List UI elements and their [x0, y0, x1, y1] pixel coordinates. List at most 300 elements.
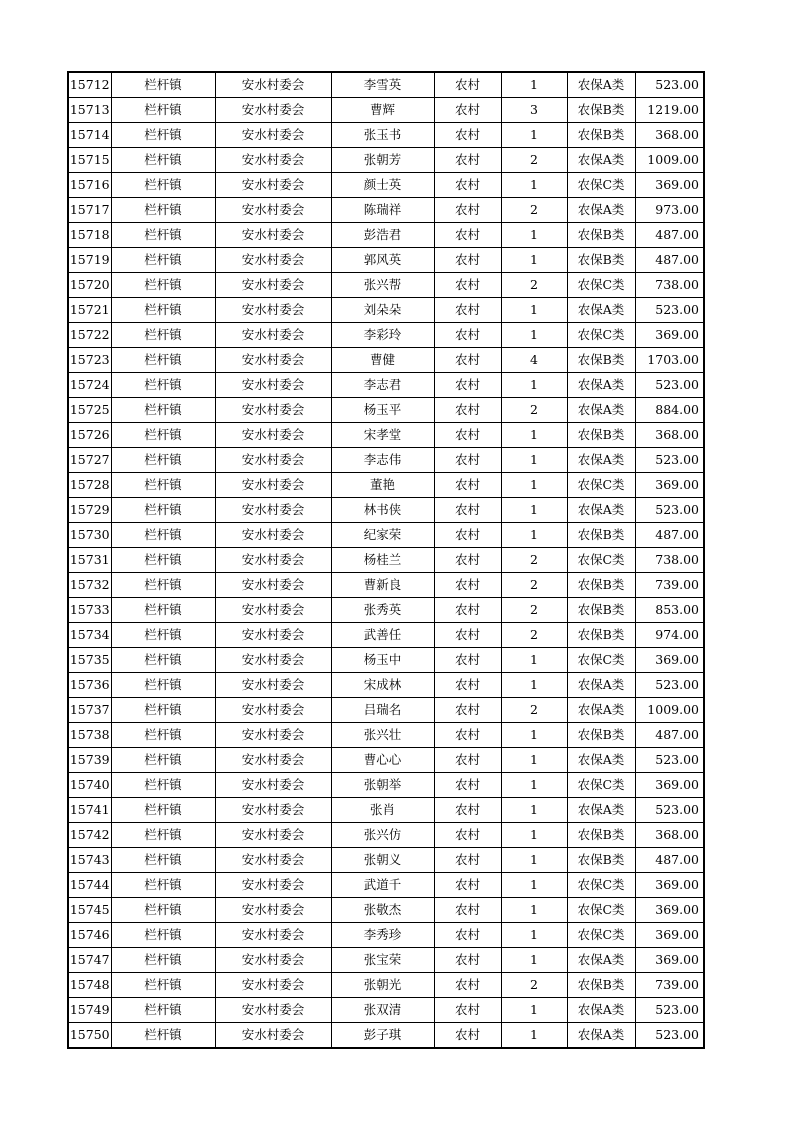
- village-cell: 安水村委会: [215, 723, 331, 748]
- record-id-cell: 15729: [68, 498, 111, 523]
- town-cell: 栏杆镇: [111, 398, 215, 423]
- record-id-cell: 15725: [68, 398, 111, 423]
- amount-cell: 523.00: [635, 798, 704, 823]
- amount-cell: 369.00: [635, 473, 704, 498]
- name-cell: 曹辉: [331, 98, 434, 123]
- household-count-cell: 1: [501, 123, 567, 148]
- amount-cell: 369.00: [635, 898, 704, 923]
- insurance-class-cell: 农保B类: [567, 248, 635, 273]
- household-count-cell: 2: [501, 398, 567, 423]
- table-row: [68, 948, 704, 973]
- household-count-cell: 3: [501, 98, 567, 123]
- amount-cell: 523.00: [635, 1023, 704, 1049]
- table-row: [68, 973, 704, 998]
- table-row: [68, 298, 704, 323]
- table-row: [68, 773, 704, 798]
- insurance-class-cell: 农保B类: [567, 723, 635, 748]
- amount-cell: 523.00: [635, 448, 704, 473]
- insurance-class-cell: 农保B类: [567, 223, 635, 248]
- household-count-cell: 1: [501, 423, 567, 448]
- insurance-class-cell: 农保A类: [567, 72, 635, 98]
- name-cell: 曹心心: [331, 748, 434, 773]
- area-type-cell: 农村: [434, 473, 501, 498]
- amount-cell: 523.00: [635, 72, 704, 98]
- village-cell: 安水村委会: [215, 473, 331, 498]
- village-cell: 安水村委会: [215, 823, 331, 848]
- insurance-class-cell: 农保A类: [567, 148, 635, 173]
- insurance-class-cell: 农保A类: [567, 673, 635, 698]
- insurance-class-cell: 农保B类: [567, 423, 635, 448]
- town-cell: 栏杆镇: [111, 148, 215, 173]
- insurance-class-cell: 农保A类: [567, 948, 635, 973]
- name-cell: 张朝光: [331, 973, 434, 998]
- record-id-cell: 15739: [68, 748, 111, 773]
- town-cell: 栏杆镇: [111, 998, 215, 1023]
- record-id-cell: 15720: [68, 273, 111, 298]
- amount-cell: 487.00: [635, 723, 704, 748]
- town-cell: 栏杆镇: [111, 298, 215, 323]
- name-cell: 张双清: [331, 998, 434, 1023]
- household-count-cell: 1: [501, 748, 567, 773]
- household-count-cell: 1: [501, 848, 567, 873]
- amount-cell: 1009.00: [635, 698, 704, 723]
- record-id-cell: 15724: [68, 373, 111, 398]
- household-count-cell: 1: [501, 673, 567, 698]
- amount-cell: 369.00: [635, 773, 704, 798]
- name-cell: 李雪英: [331, 72, 434, 98]
- insurance-class-cell: 农保C类: [567, 473, 635, 498]
- village-cell: 安水村委会: [215, 123, 331, 148]
- area-type-cell: 农村: [434, 998, 501, 1023]
- area-type-cell: 农村: [434, 648, 501, 673]
- table-row: [68, 198, 704, 223]
- amount-cell: 368.00: [635, 823, 704, 848]
- area-type-cell: 农村: [434, 198, 501, 223]
- insurance-class-cell: 农保C类: [567, 648, 635, 673]
- roster-table: [67, 71, 705, 1049]
- village-cell: 安水村委会: [215, 223, 331, 248]
- amount-cell: 487.00: [635, 523, 704, 548]
- name-cell: 张朝义: [331, 848, 434, 873]
- village-cell: 安水村委会: [215, 623, 331, 648]
- village-cell: 安水村委会: [215, 798, 331, 823]
- household-count-cell: 1: [501, 72, 567, 98]
- record-id-cell: 15718: [68, 223, 111, 248]
- insurance-class-cell: 农保B类: [567, 848, 635, 873]
- household-count-cell: 1: [501, 898, 567, 923]
- name-cell: 李志君: [331, 373, 434, 398]
- table-row: [68, 523, 704, 548]
- area-type-cell: 农村: [434, 398, 501, 423]
- village-cell: 安水村委会: [215, 948, 331, 973]
- table-row: [68, 798, 704, 823]
- area-type-cell: 农村: [434, 623, 501, 648]
- town-cell: 栏杆镇: [111, 773, 215, 798]
- village-cell: 安水村委会: [215, 648, 331, 673]
- area-type-cell: 农村: [434, 698, 501, 723]
- town-cell: 栏杆镇: [111, 223, 215, 248]
- insurance-class-cell: 农保A类: [567, 698, 635, 723]
- household-count-cell: 1: [501, 173, 567, 198]
- town-cell: 栏杆镇: [111, 248, 215, 273]
- village-cell: 安水村委会: [215, 673, 331, 698]
- table-row: [68, 748, 704, 773]
- town-cell: 栏杆镇: [111, 648, 215, 673]
- area-type-cell: 农村: [434, 148, 501, 173]
- area-type-cell: 农村: [434, 873, 501, 898]
- amount-cell: 973.00: [635, 198, 704, 223]
- household-count-cell: 2: [501, 548, 567, 573]
- amount-cell: 368.00: [635, 423, 704, 448]
- insurance-class-cell: 农保A类: [567, 198, 635, 223]
- area-type-cell: 农村: [434, 898, 501, 923]
- table-row: [68, 498, 704, 523]
- village-cell: 安水村委会: [215, 598, 331, 623]
- town-cell: 栏杆镇: [111, 573, 215, 598]
- table-row: [68, 923, 704, 948]
- record-id-cell: 15737: [68, 698, 111, 723]
- record-id-cell: 15743: [68, 848, 111, 873]
- area-type-cell: 农村: [434, 573, 501, 598]
- amount-cell: 738.00: [635, 548, 704, 573]
- town-cell: 栏杆镇: [111, 348, 215, 373]
- amount-cell: 974.00: [635, 623, 704, 648]
- household-count-cell: 1: [501, 373, 567, 398]
- town-cell: 栏杆镇: [111, 473, 215, 498]
- town-cell: 栏杆镇: [111, 848, 215, 873]
- table-row: [68, 673, 704, 698]
- household-count-cell: 1: [501, 248, 567, 273]
- record-id-cell: 15713: [68, 98, 111, 123]
- table-row: [68, 848, 704, 873]
- name-cell: 张肖: [331, 798, 434, 823]
- area-type-cell: 农村: [434, 548, 501, 573]
- village-cell: 安水村委会: [215, 548, 331, 573]
- name-cell: 武道千: [331, 873, 434, 898]
- table-row: [68, 473, 704, 498]
- household-count-cell: 1: [501, 473, 567, 498]
- amount-cell: 1219.00: [635, 98, 704, 123]
- insurance-class-cell: 农保C类: [567, 273, 635, 298]
- area-type-cell: 农村: [434, 72, 501, 98]
- record-id-cell: 15735: [68, 648, 111, 673]
- area-type-cell: 农村: [434, 748, 501, 773]
- amount-cell: 523.00: [635, 673, 704, 698]
- name-cell: 宋成林: [331, 673, 434, 698]
- insurance-class-cell: 农保C类: [567, 898, 635, 923]
- record-id-cell: 15717: [68, 198, 111, 223]
- village-cell: 安水村委会: [215, 273, 331, 298]
- household-count-cell: 2: [501, 148, 567, 173]
- town-cell: 栏杆镇: [111, 1023, 215, 1049]
- amount-cell: 523.00: [635, 298, 704, 323]
- area-type-cell: 农村: [434, 98, 501, 123]
- record-id-cell: 15728: [68, 473, 111, 498]
- town-cell: 栏杆镇: [111, 973, 215, 998]
- table-row: [68, 623, 704, 648]
- area-type-cell: 农村: [434, 823, 501, 848]
- town-cell: 栏杆镇: [111, 673, 215, 698]
- table-row: [68, 123, 704, 148]
- household-count-cell: 2: [501, 698, 567, 723]
- record-id-cell: 15714: [68, 123, 111, 148]
- name-cell: 杨桂兰: [331, 548, 434, 573]
- name-cell: 张玉书: [331, 123, 434, 148]
- area-type-cell: 农村: [434, 973, 501, 998]
- village-cell: 安水村委会: [215, 448, 331, 473]
- record-id-cell: 15750: [68, 1023, 111, 1049]
- table-row: [68, 573, 704, 598]
- household-count-cell: 2: [501, 973, 567, 998]
- record-id-cell: 15727: [68, 448, 111, 473]
- record-id-cell: 15736: [68, 673, 111, 698]
- household-count-cell: 1: [501, 798, 567, 823]
- insurance-class-cell: 农保A类: [567, 798, 635, 823]
- amount-cell: 523.00: [635, 748, 704, 773]
- name-cell: 刘朵朵: [331, 298, 434, 323]
- record-id-cell: 15719: [68, 248, 111, 273]
- town-cell: 栏杆镇: [111, 98, 215, 123]
- name-cell: 曹新良: [331, 573, 434, 598]
- household-count-cell: 1: [501, 998, 567, 1023]
- area-type-cell: 农村: [434, 423, 501, 448]
- record-id-cell: 15716: [68, 173, 111, 198]
- household-count-cell: 2: [501, 273, 567, 298]
- town-cell: 栏杆镇: [111, 798, 215, 823]
- record-id-cell: 15746: [68, 923, 111, 948]
- record-id-cell: 15747: [68, 948, 111, 973]
- table-row: [68, 173, 704, 198]
- amount-cell: 523.00: [635, 998, 704, 1023]
- insurance-class-cell: 农保A类: [567, 398, 635, 423]
- area-type-cell: 农村: [434, 598, 501, 623]
- household-count-cell: 2: [501, 598, 567, 623]
- name-cell: 杨玉平: [331, 398, 434, 423]
- area-type-cell: 农村: [434, 1023, 501, 1049]
- area-type-cell: 农村: [434, 373, 501, 398]
- name-cell: 曹健: [331, 348, 434, 373]
- amount-cell: 523.00: [635, 498, 704, 523]
- village-cell: 安水村委会: [215, 923, 331, 948]
- amount-cell: 369.00: [635, 323, 704, 348]
- area-type-cell: 农村: [434, 948, 501, 973]
- name-cell: 董艳: [331, 473, 434, 498]
- record-id-cell: 15732: [68, 573, 111, 598]
- table-row: [68, 223, 704, 248]
- name-cell: 陈瑞祥: [331, 198, 434, 223]
- table-row: [68, 148, 704, 173]
- amount-cell: 487.00: [635, 223, 704, 248]
- table-row: [68, 348, 704, 373]
- document-sheet: [67, 71, 705, 1049]
- village-cell: 安水村委会: [215, 398, 331, 423]
- village-cell: 安水村委会: [215, 248, 331, 273]
- household-count-cell: 1: [501, 1023, 567, 1049]
- table-row: [68, 873, 704, 898]
- household-count-cell: 1: [501, 948, 567, 973]
- area-type-cell: 农村: [434, 173, 501, 198]
- amount-cell: 884.00: [635, 398, 704, 423]
- name-cell: 张兴壮: [331, 723, 434, 748]
- name-cell: 李彩玲: [331, 323, 434, 348]
- area-type-cell: 农村: [434, 498, 501, 523]
- record-id-cell: 15733: [68, 598, 111, 623]
- household-count-cell: 1: [501, 873, 567, 898]
- village-cell: 安水村委会: [215, 748, 331, 773]
- area-type-cell: 农村: [434, 223, 501, 248]
- insurance-class-cell: 农保C类: [567, 773, 635, 798]
- insurance-class-cell: 农保A类: [567, 373, 635, 398]
- table-row: [68, 1023, 704, 1049]
- household-count-cell: 2: [501, 573, 567, 598]
- village-cell: 安水村委会: [215, 898, 331, 923]
- town-cell: 栏杆镇: [111, 698, 215, 723]
- town-cell: 栏杆镇: [111, 873, 215, 898]
- area-type-cell: 农村: [434, 323, 501, 348]
- name-cell: 林书侠: [331, 498, 434, 523]
- name-cell: 吕瑞名: [331, 698, 434, 723]
- insurance-class-cell: 农保B类: [567, 973, 635, 998]
- record-id-cell: 15748: [68, 973, 111, 998]
- record-id-cell: 15741: [68, 798, 111, 823]
- town-cell: 栏杆镇: [111, 923, 215, 948]
- town-cell: 栏杆镇: [111, 723, 215, 748]
- village-cell: 安水村委会: [215, 72, 331, 98]
- name-cell: 颜士英: [331, 173, 434, 198]
- name-cell: 纪家荣: [331, 523, 434, 548]
- household-count-cell: 1: [501, 298, 567, 323]
- household-count-cell: 1: [501, 523, 567, 548]
- record-id-cell: 15749: [68, 998, 111, 1023]
- record-id-cell: 15731: [68, 548, 111, 573]
- amount-cell: 1009.00: [635, 148, 704, 173]
- name-cell: 张朝芳: [331, 148, 434, 173]
- name-cell: 彭浩君: [331, 223, 434, 248]
- town-cell: 栏杆镇: [111, 623, 215, 648]
- insurance-class-cell: 农保A类: [567, 1023, 635, 1049]
- insurance-class-cell: 农保A类: [567, 298, 635, 323]
- insurance-class-cell: 农保C类: [567, 873, 635, 898]
- name-cell: 彭子琪: [331, 1023, 434, 1049]
- insurance-class-cell: 农保C类: [567, 923, 635, 948]
- village-cell: 安水村委会: [215, 98, 331, 123]
- amount-cell: 369.00: [635, 648, 704, 673]
- insurance-class-cell: 农保A类: [567, 998, 635, 1023]
- amount-cell: 853.00: [635, 598, 704, 623]
- household-count-cell: 1: [501, 498, 567, 523]
- name-cell: 张敬杰: [331, 898, 434, 923]
- insurance-class-cell: 农保A类: [567, 498, 635, 523]
- insurance-class-cell: 农保A类: [567, 748, 635, 773]
- name-cell: 张秀英: [331, 598, 434, 623]
- table-row: [68, 548, 704, 573]
- record-id-cell: 15738: [68, 723, 111, 748]
- town-cell: 栏杆镇: [111, 498, 215, 523]
- record-id-cell: 15730: [68, 523, 111, 548]
- area-type-cell: 农村: [434, 248, 501, 273]
- area-type-cell: 农村: [434, 723, 501, 748]
- town-cell: 栏杆镇: [111, 548, 215, 573]
- town-cell: 栏杆镇: [111, 898, 215, 923]
- name-cell: 张朝举: [331, 773, 434, 798]
- table-row: [68, 598, 704, 623]
- area-type-cell: 农村: [434, 673, 501, 698]
- amount-cell: 487.00: [635, 248, 704, 273]
- village-cell: 安水村委会: [215, 173, 331, 198]
- name-cell: 张兴帮: [331, 273, 434, 298]
- area-type-cell: 农村: [434, 273, 501, 298]
- table-row: [68, 398, 704, 423]
- record-id-cell: 15721: [68, 298, 111, 323]
- name-cell: 李秀珍: [331, 923, 434, 948]
- household-count-cell: 1: [501, 923, 567, 948]
- name-cell: 宋孝堂: [331, 423, 434, 448]
- amount-cell: 1703.00: [635, 348, 704, 373]
- area-type-cell: 农村: [434, 798, 501, 823]
- record-id-cell: 15726: [68, 423, 111, 448]
- town-cell: 栏杆镇: [111, 273, 215, 298]
- town-cell: 栏杆镇: [111, 598, 215, 623]
- area-type-cell: 农村: [434, 448, 501, 473]
- insurance-class-cell: 农保B类: [567, 123, 635, 148]
- table-row: [68, 723, 704, 748]
- name-cell: 武善任: [331, 623, 434, 648]
- insurance-class-cell: 农保B类: [567, 98, 635, 123]
- table-row: [68, 98, 704, 123]
- table-row: [68, 698, 704, 723]
- village-cell: 安水村委会: [215, 873, 331, 898]
- village-cell: 安水村委会: [215, 323, 331, 348]
- town-cell: 栏杆镇: [111, 198, 215, 223]
- table-row: [68, 373, 704, 398]
- insurance-class-cell: 农保C类: [567, 323, 635, 348]
- village-cell: 安水村委会: [215, 998, 331, 1023]
- table-row: [68, 823, 704, 848]
- village-cell: 安水村委会: [215, 373, 331, 398]
- table-row: [68, 323, 704, 348]
- insurance-class-cell: 农保C类: [567, 173, 635, 198]
- insurance-class-cell: 农保B类: [567, 823, 635, 848]
- town-cell: 栏杆镇: [111, 72, 215, 98]
- household-count-cell: 1: [501, 823, 567, 848]
- roster-body: [68, 72, 704, 1048]
- table-row: [68, 72, 704, 98]
- table-row: [68, 423, 704, 448]
- insurance-class-cell: 农保A类: [567, 448, 635, 473]
- record-id-cell: 15712: [68, 72, 111, 98]
- name-cell: 张宝荣: [331, 948, 434, 973]
- village-cell: 安水村委会: [215, 523, 331, 548]
- amount-cell: 369.00: [635, 173, 704, 198]
- household-count-cell: 1: [501, 723, 567, 748]
- village-cell: 安水村委会: [215, 423, 331, 448]
- village-cell: 安水村委会: [215, 773, 331, 798]
- record-id-cell: 15744: [68, 873, 111, 898]
- household-count-cell: 1: [501, 323, 567, 348]
- town-cell: 栏杆镇: [111, 748, 215, 773]
- village-cell: 安水村委会: [215, 298, 331, 323]
- insurance-class-cell: 农保B类: [567, 348, 635, 373]
- table-row: [68, 248, 704, 273]
- town-cell: 栏杆镇: [111, 123, 215, 148]
- record-id-cell: 15723: [68, 348, 111, 373]
- table-row: [68, 648, 704, 673]
- village-cell: 安水村委会: [215, 348, 331, 373]
- insurance-class-cell: 农保B类: [567, 623, 635, 648]
- town-cell: 栏杆镇: [111, 323, 215, 348]
- amount-cell: 739.00: [635, 573, 704, 598]
- village-cell: 安水村委会: [215, 973, 331, 998]
